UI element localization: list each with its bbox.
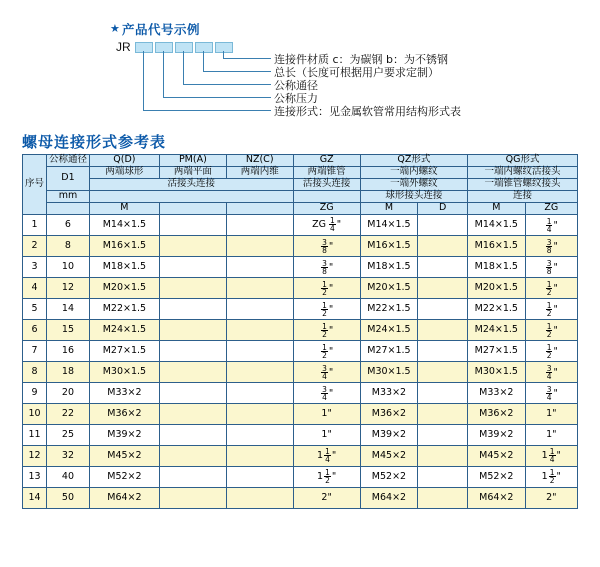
code-note-1: 连接件材质 c：为碳钢 b：为不锈钢 [274, 53, 449, 66]
table-body [23, 214, 578, 508]
cell-pm [159, 445, 226, 466]
cell-qz-d [418, 424, 468, 445]
cell-qg-zg: 2" [525, 487, 577, 508]
table-row [23, 403, 578, 424]
header-unit-0: M [89, 202, 159, 214]
cell-qg-m: M52×2 [468, 466, 525, 487]
header-group-join-4: 球形接头连接 [360, 190, 467, 202]
table-row [23, 298, 578, 319]
cell-gz: 2" [293, 487, 360, 508]
cell-dn: 16 [47, 340, 90, 361]
header-group-form-1: 两端平面 [159, 166, 226, 178]
cell-gz: 1" [293, 403, 360, 424]
header-unit-dn [47, 202, 90, 214]
table-row [23, 340, 578, 361]
table-row [23, 256, 578, 277]
star-icon: ★ [110, 23, 120, 35]
code-note-5: 连接形式：见金属软管常用结构形式表 [274, 105, 461, 118]
cell-qg-zg: $\frac{3}{8}$ " [525, 235, 577, 256]
header-unit-3: ZG [293, 202, 360, 214]
cell-q: M14×1.5 [89, 214, 159, 235]
header-unit-4-d: D [418, 202, 468, 214]
nut-connection-table [22, 154, 578, 509]
cell-dn: 20 [47, 382, 90, 403]
header-group-join-3: 活接头连接 [293, 178, 360, 190]
cell-qz-d [418, 235, 468, 256]
header-group-form2-4: 一端外螺纹 [360, 178, 467, 190]
cell-dn: 25 [47, 424, 90, 445]
header-unit-4-m: M [360, 202, 417, 214]
cell-qg-zg: 1" [525, 403, 577, 424]
cell-qg-zg: $\frac{1}{2}$ " [525, 340, 577, 361]
cell-gz: $\frac{1}{2}$ " [293, 340, 360, 361]
table-row [23, 487, 578, 508]
cell-dn: 18 [47, 361, 90, 382]
cell-dn: 10 [47, 256, 90, 277]
header-unit-2 [226, 202, 293, 214]
code-example-title: 产品代号示例 [122, 22, 201, 37]
cell-nz [226, 487, 293, 508]
header-dn-sub: D1 [47, 166, 90, 190]
header-group-code-0: Q(D) [89, 155, 159, 167]
cell-qz-d [418, 382, 468, 403]
cell-seq: 4 [23, 277, 47, 298]
cell-qg-m: M18×1.5 [468, 256, 525, 277]
cell-qg-zg: 1" [525, 424, 577, 445]
cell-seq: 3 [23, 256, 47, 277]
cell-qz-d [418, 487, 468, 508]
cell-dn: 15 [47, 319, 90, 340]
cell-nz [226, 340, 293, 361]
cell-nz [226, 277, 293, 298]
cell-qg-m: M16×1.5 [468, 235, 525, 256]
header-group-form2-5: 一端锥管螺纹接头 [468, 178, 578, 190]
cell-gz: $\frac{3}{4}$ " [293, 361, 360, 382]
header-blank-join [89, 190, 293, 202]
cell-qg-zg: $\frac{3}{4}$ " [525, 382, 577, 403]
header-row-units [23, 202, 578, 214]
cell-qz-d [418, 466, 468, 487]
header-group-join-5: 连接 [468, 190, 578, 202]
cell-q: M27×1.5 [89, 340, 159, 361]
cell-qz-m: M22×1.5 [360, 298, 417, 319]
cell-qz-m: M33×2 [360, 382, 417, 403]
cell-qz-d [418, 298, 468, 319]
cell-seq: 11 [23, 424, 47, 445]
cell-nz [226, 319, 293, 340]
cell-gz: $\frac{1}{2}$ " [293, 277, 360, 298]
cell-nz [226, 235, 293, 256]
cell-gz: 1" [293, 424, 360, 445]
cell-seq: 12 [23, 445, 47, 466]
cell-qg-m: M14×1.5 [468, 214, 525, 235]
cell-nz [226, 403, 293, 424]
cell-pm [159, 361, 226, 382]
cell-seq: 14 [23, 487, 47, 508]
cell-dn: 8 [47, 235, 90, 256]
cell-pm [159, 340, 226, 361]
table-row [23, 424, 578, 445]
cell-gz: 1 $\frac{1}{2}$ " [293, 466, 360, 487]
cell-qz-m: M45×2 [360, 445, 417, 466]
table-row [23, 277, 578, 298]
cell-dn: 12 [47, 277, 90, 298]
cell-q: M45×2 [89, 445, 159, 466]
cell-qz-m: M16×1.5 [360, 235, 417, 256]
cell-seq: 8 [23, 361, 47, 382]
cell-qz-m: M52×2 [360, 466, 417, 487]
table-row [23, 466, 578, 487]
cell-qz-d [418, 214, 468, 235]
cell-qz-d [418, 319, 468, 340]
cell-qg-zg: $\frac{1}{2}$ " [525, 298, 577, 319]
cell-qg-m: M24×1.5 [468, 319, 525, 340]
cell-qz-m: M36×2 [360, 403, 417, 424]
header-row-join [23, 178, 578, 190]
cell-q: M36×2 [89, 403, 159, 424]
cell-pm [159, 319, 226, 340]
header-group-form-5: 一端内螺纹活接头 [468, 166, 578, 178]
code-note-3: 公称通径 [274, 79, 318, 92]
cell-qz-d [418, 340, 468, 361]
table-row [23, 235, 578, 256]
header-group-code-2: NZ(C) [226, 155, 293, 167]
table-row [23, 445, 578, 466]
cell-seq: 7 [23, 340, 47, 361]
cell-seq: 10 [23, 403, 47, 424]
header-unit-1 [159, 202, 226, 214]
cell-nz [226, 361, 293, 382]
cell-qg-m: M36×2 [468, 403, 525, 424]
cell-qg-m: M64×2 [468, 487, 525, 508]
cell-pm [159, 298, 226, 319]
cell-qg-zg: $\frac{1}{2}$ " [525, 277, 577, 298]
header-row-join2 [23, 190, 578, 202]
cell-q: M39×2 [89, 424, 159, 445]
cell-gz: ZG $\frac{1}{4}$ " [293, 214, 360, 235]
cell-qz-m: M20×1.5 [360, 277, 417, 298]
cell-dn: 50 [47, 487, 90, 508]
cell-gz: $\frac{3}{8}$ " [293, 235, 360, 256]
cell-seq: 6 [23, 319, 47, 340]
cell-seq: 9 [23, 382, 47, 403]
cell-qg-zg: 1 $\frac{1}{4}$ " [525, 445, 577, 466]
cell-pm [159, 487, 226, 508]
header-group-form-0: 两端球形 [89, 166, 159, 178]
cell-pm [159, 466, 226, 487]
cell-q: M18×1.5 [89, 256, 159, 277]
cell-qg-zg: $\frac{1}{4}$ " [525, 214, 577, 235]
header-row-form [23, 166, 578, 178]
cell-qz-m: M27×1.5 [360, 340, 417, 361]
cell-qg-m: M20×1.5 [468, 277, 525, 298]
cell-nz [226, 214, 293, 235]
cell-qg-m: M39×2 [468, 424, 525, 445]
header-blank-gz [293, 190, 360, 202]
cell-q: M52×2 [89, 466, 159, 487]
cell-qz-m: M39×2 [360, 424, 417, 445]
cell-q: M30×1.5 [89, 361, 159, 382]
cell-qz-d [418, 445, 468, 466]
cell-dn: 22 [47, 403, 90, 424]
cell-qg-m: M22×1.5 [468, 298, 525, 319]
cell-qg-m: M30×1.5 [468, 361, 525, 382]
cell-qz-m: M24×1.5 [360, 319, 417, 340]
header-group-join-0: 活接头连接 [89, 178, 293, 190]
cell-qz-m: M30×1.5 [360, 361, 417, 382]
cell-pm [159, 382, 226, 403]
cell-dn: 40 [47, 466, 90, 487]
cell-seq: 13 [23, 466, 47, 487]
table-row [23, 214, 578, 235]
cell-qg-zg: $\frac{3}{4}$ " [525, 361, 577, 382]
cell-seq: 2 [23, 235, 47, 256]
cell-dn: 6 [47, 214, 90, 235]
cell-q: M24×1.5 [89, 319, 159, 340]
header-group-form-4: 一端内螺纹 [360, 166, 467, 178]
cell-nz [226, 256, 293, 277]
cell-pm [159, 256, 226, 277]
cell-pm [159, 403, 226, 424]
cell-nz [226, 424, 293, 445]
header-unit-5-m: M [468, 202, 525, 214]
table-row [23, 382, 578, 403]
cell-seq: 5 [23, 298, 47, 319]
cell-qz-m: M64×2 [360, 487, 417, 508]
cell-qg-m: M33×2 [468, 382, 525, 403]
leader-line-5 [143, 51, 271, 111]
cell-pm [159, 235, 226, 256]
cell-gz: 1 $\frac{1}{4}$ " [293, 445, 360, 466]
table-header [23, 155, 578, 215]
cell-nz [226, 298, 293, 319]
header-group-code-1: PM(A) [159, 155, 226, 167]
cell-qg-m: M27×1.5 [468, 340, 525, 361]
cell-qz-d [418, 403, 468, 424]
header-seq: 序号 [23, 155, 47, 215]
section-title: 螺母连接形式参考表 [22, 133, 167, 151]
cell-nz [226, 466, 293, 487]
cell-qz-d [418, 361, 468, 382]
cell-qg-zg: $\frac{3}{8}$ " [525, 256, 577, 277]
cell-dn: 32 [47, 445, 90, 466]
header-unit-5-zg: ZG [525, 202, 577, 214]
header-group-code-5: QG形式 [468, 155, 578, 167]
cell-qz-d [418, 256, 468, 277]
table-row [23, 319, 578, 340]
code-note-4: 公称压力 [274, 92, 318, 105]
cell-nz [226, 445, 293, 466]
cell-qg-zg: 1 $\frac{1}{2}$ " [525, 466, 577, 487]
table-row [23, 361, 578, 382]
header-group-code-3: GZ [293, 155, 360, 167]
cell-pm [159, 277, 226, 298]
cell-gz: $\frac{3}{4}$ " [293, 382, 360, 403]
cell-q: M16×1.5 [89, 235, 159, 256]
header-group-form-3: 两端锥管 [293, 166, 360, 178]
cell-seq: 1 [23, 214, 47, 235]
code-prefix: JR [116, 40, 131, 54]
header-dn: 公称通径 [47, 155, 90, 167]
cell-qz-m: M14×1.5 [360, 214, 417, 235]
cell-pm [159, 214, 226, 235]
header-row-code [23, 155, 578, 167]
cell-qz-m: M18×1.5 [360, 256, 417, 277]
cell-qg-m: M45×2 [468, 445, 525, 466]
header-dn-unit: mm [47, 190, 90, 202]
cell-gz: $\frac{1}{2}$ " [293, 298, 360, 319]
cell-gz: $\frac{1}{2}$ " [293, 319, 360, 340]
cell-pm [159, 424, 226, 445]
header-group-code-4: QZ形式 [360, 155, 467, 167]
cell-q: M33×2 [89, 382, 159, 403]
cell-qz-d [418, 277, 468, 298]
cell-q: M20×1.5 [89, 277, 159, 298]
cell-qg-zg: $\frac{1}{2}$ " [525, 319, 577, 340]
cell-q: M22×1.5 [89, 298, 159, 319]
product-code-example [0, 0, 600, 130]
cell-dn: 14 [47, 298, 90, 319]
cell-q: M64×2 [89, 487, 159, 508]
cell-nz [226, 382, 293, 403]
code-note-2: 总长（长度可根据用户要求定制） [274, 66, 439, 79]
cell-gz: $\frac{3}{8}$ " [293, 256, 360, 277]
header-group-form-2: 两端内维 [226, 166, 293, 178]
